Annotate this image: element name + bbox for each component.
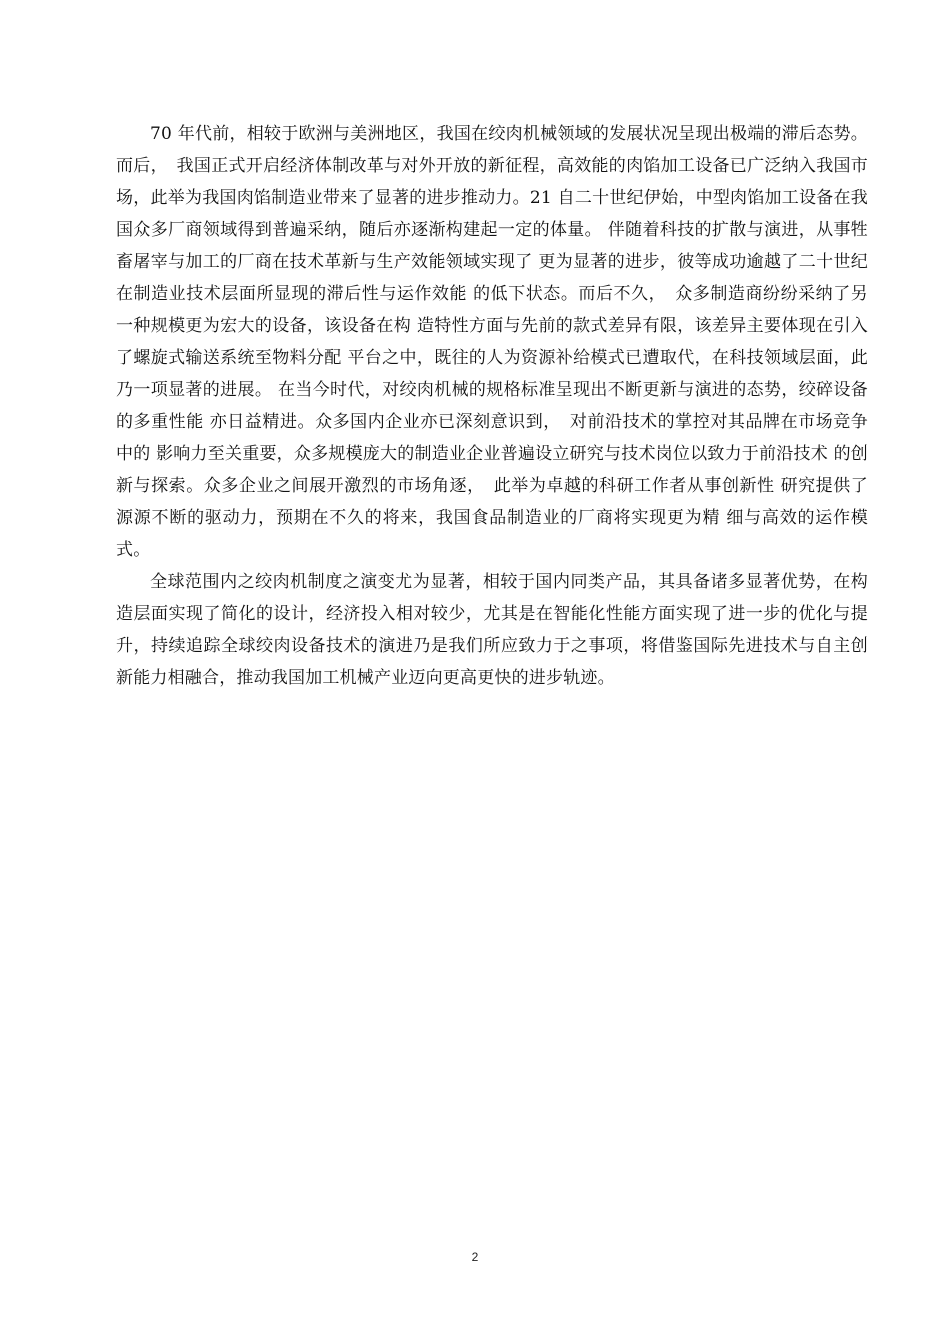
paragraph-2: 全球范围内之绞肉机制度之演变尤为显著，相较于国内同类产品，其具备诸多显著优势，在构造层面实现了简化的设计，经济投入相对较少，尤其是在智能化性能方面实现了进一步的优化与提升，持续追踪全球绞肉设备技术的演进乃是我们所应致力于之事项，将借鉴国际先进技术与自主创新能力相融合，推动我国加工机械产业迈向更高更快的进步轨迹。 [116, 572, 868, 688]
body-text [116, 118, 868, 694]
paragraph-1: 70 年代前，相较于欧洲与美洲地区，我国在绞肉机械领域的发展状况呈现出极端的滞后态势。而后， 我国正式开启经济体制改革与对外开放的新征程，高效能的肉馅加工设备已广泛纳入我国市场，此举为我国肉馅制造业带来了显著的进步推动力。21 自二十世纪伊始，中型肉馅加工设备在我国众多厂商领域得到普遍采纳，随后亦逐渐构建起一定的体量。 伴随着科技的扩散与演进，从事牲畜屠宰与加工的厂商在技术革新与生产效能领域实现了 更为显著的进步，彼等成功逾越了二十世纪在制造业技术层面所显现的滞后性与运作效能 的低下状态。而后不久， 众多制造商纷纷采纳了另一种规模更为宏大的设备，该设备在构 造特性方面与先前的款式差异有限，该差异主要体现在引入了螺旋式输送系统至物料分配 平台之中，既往的人为资源补给模式已遭取代，在科技领域层面，此乃一项显著的进展。 在当今时代，对绞肉机械的规格标准呈现出不断更新与演进的态势，绞碎设备的多重性能 亦日益精进。众多国内企业亦已深刻意识到， 对前沿技术的掌控对其品牌在市场竞争中的 影响力至关重要，众多规模庞大的制造业企业普遍设立研究与技术岗位以致力于前沿技术 的创新与探索。众多企业之间展开激烈的市场角逐， 此举为卓越的科研工作者从事创新性 研究提供了源源不断的驱动力，预期在不久的将来，我国食品制造业的厂商将实现更为精 细与高效的运作模式。 [116, 124, 868, 560]
page-number: 2 [471, 1250, 479, 1264]
